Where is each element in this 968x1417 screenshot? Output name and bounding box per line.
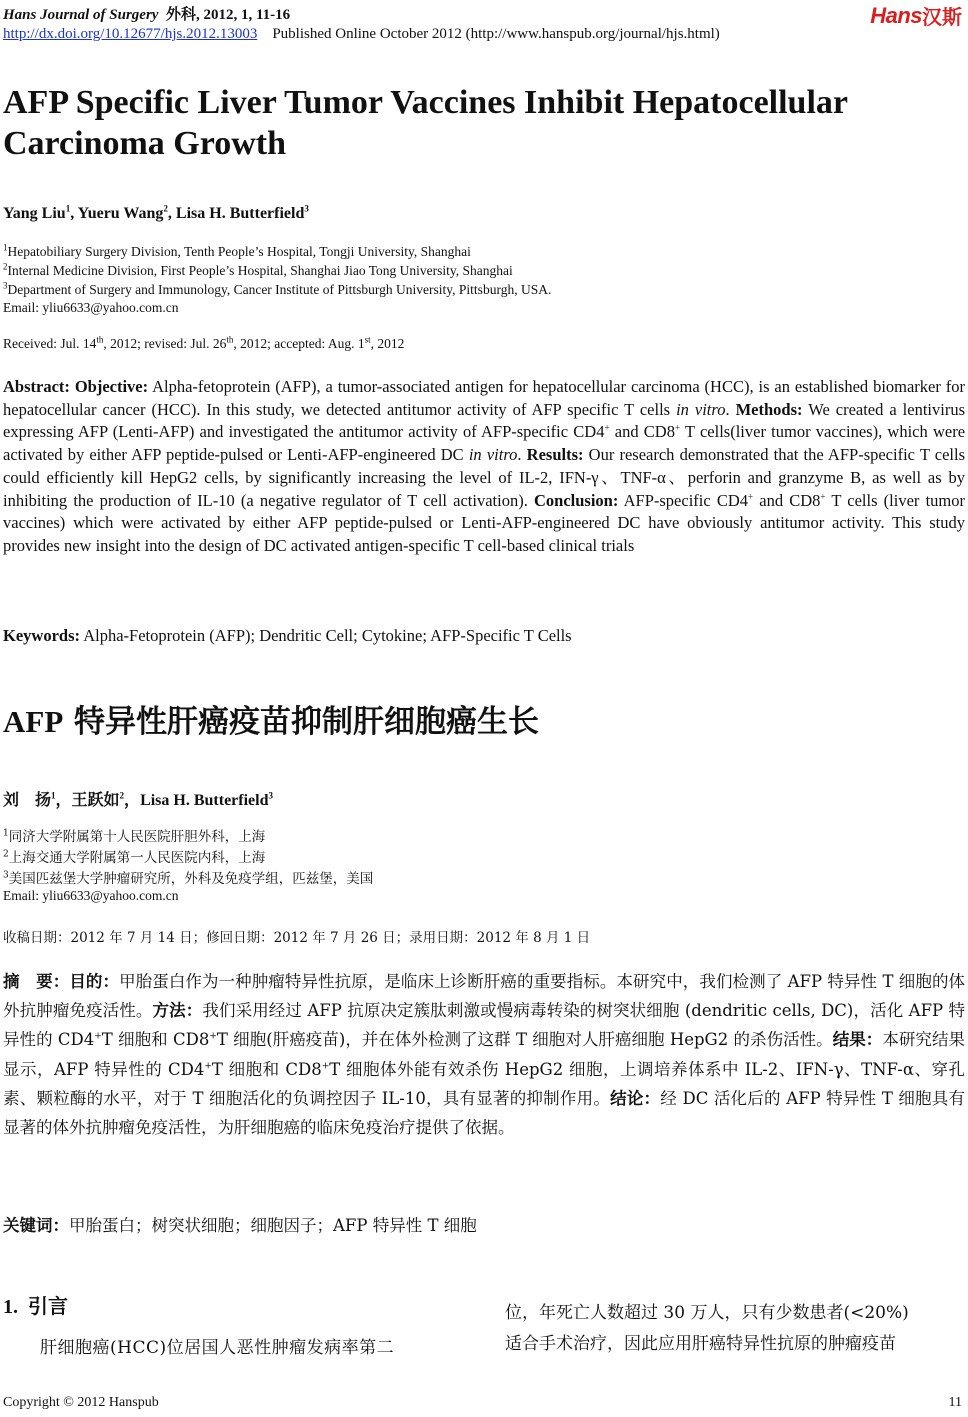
section-title: 引言: [28, 1294, 68, 1318]
logo-cn: 汉斯: [922, 5, 962, 29]
author-sup: 3: [304, 203, 309, 214]
ordinal-sup: th: [226, 334, 234, 345]
paper-title-cn: [3, 696, 539, 741]
received-dates-cn: 收稿日期：2012 年 7 月 14 日；修回日期：2012 年 7 月 26 日；录用日期：2012 年 8 月 1 日: [3, 930, 591, 946]
authors-en: [3, 205, 309, 223]
doi-line: [3, 26, 720, 43]
title-cn-prefix: AFP: [3, 704, 64, 739]
affil-text: Hepatobiliary Surgery Division, Tenth People’s Hospital, Tongji University, Shanghai: [7, 244, 471, 259]
journal-header: [3, 3, 290, 24]
author-sep: ，: [124, 790, 141, 809]
abstract-en: Abstract: Objective: Alpha-fetoprotein (AFP), a tumor-associated antigen for hepatocellular carcinoma (HCC), is an established biomarker for hepatocellular cancer (HCC). In this study, we detected antitumor activity of AFP specific T cells in vitro. Methods: We created a lentivirus expressing AFP (Lenti-AFP) and investigated the antitumor activity of AFP-specific CD4+ and CD8+ T cells(liver tumor vaccines), which were activated by either AFP peptide-pulsed or Lenti-AFP-engineered DC in vitro. Results: Our research demonstrated that the AFP-specific T cells could efficiently kill HepG2 cells, by significantly increasing the level of IL-2, IFN-γ、TNF-α、perforin and granzyme B, as well as by inhibiting the production of IL-10 (a negative regulator of T cell activation). Conclusion: AFP-specific CD4+ and CD8+ T cells (liver tumor vaccines) which were activated by either AFP peptide-pulsed or Lenti-AFP-engineered DC have obviously antitumor activity. This study provides new insight into the design of DC activated antigen-specific T cell-based clinical trials: [3, 377, 966, 555]
author-sep: ,: [70, 205, 78, 222]
affil-sup: 3: [3, 280, 8, 291]
methods-text: We created a lentivirus expressing AFP (Lenti-AFP) and investigated the antitumor activity of AFP-specific CD4: [3, 399, 965, 442]
author-sup: 3: [268, 790, 273, 801]
affil-sup: 2: [3, 261, 8, 272]
affil-text: 上海交通大学附属第一人民医院内科，上海: [8, 850, 266, 866]
conclusion-label: Conclusion:: [534, 490, 619, 510]
conclusion-cn-label: 结论：: [610, 1088, 661, 1108]
abstract-label: Abstract:: [3, 377, 70, 396]
results-cn-label: 结果：: [832, 1030, 883, 1050]
plus-sup: +: [94, 1031, 102, 1042]
accepted-label: , 2012; accepted: Aug. 1: [233, 336, 365, 351]
conclusion-text: and CD8: [753, 490, 821, 510]
affil-text: 美国匹兹堡大学肿瘤研究所，外科及免疫学组，匹兹堡，美国: [8, 871, 374, 887]
methods-text: and CD8: [609, 422, 675, 442]
results-label: Results:: [526, 445, 584, 465]
received-dates: [3, 336, 404, 352]
affil-sup: 1: [3, 828, 9, 839]
author-name: Yueru Wang: [77, 205, 164, 222]
methods-label: Methods:: [735, 399, 803, 419]
intro-left-column: 肝细胞癌(HCC)位居国人恶性肿瘤发病率第二: [40, 1338, 395, 1358]
section-number: 1.: [3, 1296, 18, 1318]
author-sup: 2: [119, 790, 125, 801]
email-en: Email: yliu6633@yahoo.com.cn: [3, 300, 179, 315]
authors-cn: [3, 787, 273, 810]
affiliation-cn-1: [3, 825, 265, 845]
affiliation-1: [3, 244, 471, 260]
published-info: Published Online October 2012 (http://www.hanspub.org/journal/hjs.html): [272, 26, 720, 42]
affil-sup: 2: [3, 849, 9, 860]
section-heading: [3, 1290, 68, 1319]
plus-sup: +: [674, 422, 681, 433]
objective-text: Alpha-fetoprotein (AFP), a tumor-associated antigen for hepatocellular carcinoma (HCC), is an established biomarker for hepatocellular cancer (HCC). In this study, we detected antitumor activity of AFP specific T cells: [3, 377, 966, 419]
revised-label: , 2012; revised: Jul. 26: [103, 336, 227, 351]
methods-text: T cells(liver tumor vaccines), which were activated by either AFP peptide-pulsed or Lenti-AFP-engineered DC: [3, 422, 966, 465]
in-vitro: in vitro: [676, 399, 726, 419]
abstract-cn-label: 摘 要：: [3, 972, 70, 991]
journal-cn-info: 外科, 2012, 1, 11-16: [165, 7, 291, 23]
author-sup: 2: [163, 203, 168, 214]
conclusion-cn-text: 经 DC 活化后的 AFP 特异性 T 细胞具有显著的体外抗肿瘤免疫活性，为肝细胞癌的临床免疫治疗提供了依据。: [3, 1088, 966, 1138]
author-name: Lisa H. Butterfield: [140, 792, 269, 809]
email-cn: Email: yliu6633@yahoo.com.cn: [3, 888, 179, 903]
keywords-text: Alpha-Fetoprotein (AFP); Dendritic Cell; Cytokine; AFP-Specific T Cells: [80, 626, 572, 645]
results-cn-text: 本研究结果显示，AFP 特异性的 CD4: [3, 1030, 965, 1079]
affiliation-cn-2: [3, 846, 265, 866]
plus-sup: +: [204, 1061, 212, 1072]
keywords-cn-label: 关键词：: [3, 1216, 69, 1235]
results-text: Our research demonstrated that the AFP-specific T cells could efficiently kill HepG2 cells, by significantly increasing the level of IL-2, IFN-γ、TNF-α、perforin and granzyme B, as well as by inhibiting the production of IL-10 (a negative regulator of T cell activation).: [3, 445, 966, 510]
author-name: Lisa H. Butterfield: [175, 205, 305, 222]
conclusion-text: T cells (liver tumor vaccines) which were activated by either AFP peptide-pulsed or Lenti-AFP-engineered DC have obviously antitumor activity. This study provides new insight into the design of DC activated antigen-specific T cell-based clinical trials: [3, 490, 965, 555]
objective-label: Objective:: [74, 377, 149, 396]
hans-logo: [870, 1, 962, 30]
logo-text: Hans: [870, 2, 922, 28]
plus-sup: +: [748, 491, 754, 502]
plus-sup: +: [321, 1061, 330, 1072]
results-cn-text: T 细胞体外能有效杀伤 HepG2 细胞，上调培养体系中 IL-2、IFN-γ、TNF-α、穿孔素、颗粒酶的水平，对于 T 细胞活化的负调控因子 IL-10，具有显著的抑制作用。: [3, 1059, 965, 1108]
intro-right-line-1: 位，年死亡人数超过 30 万人，只有少数患者(<20%): [505, 1303, 909, 1323]
author-sup: 1: [51, 790, 56, 801]
objective-cn-text: 甲胎蛋白作为一种肿瘤特异性抗原，是临床上诊断肝癌的重要指标。本研究中，我们检测了 AFP 特异性 T 细胞的体外抗肿瘤免疫活性。: [3, 972, 966, 1021]
intro-right-line-2: 适合手术治疗，因此应用肝癌特异性抗原的肿瘤疫苗: [505, 1334, 896, 1354]
affiliation-2: [3, 263, 513, 279]
plus-sup: +: [820, 491, 826, 502]
methods-cn-label: 方法：: [152, 1001, 203, 1021]
results-cn-text: T 细胞和 CD8: [211, 1059, 322, 1079]
affil-text: Department of Surgery and Immunology, Cancer Institute of Pittsburgh University, Pittsburgh, USA.: [7, 282, 552, 297]
author-name: 王跃如: [71, 790, 120, 809]
affil-sup: 1: [3, 242, 8, 253]
conclusion-text: AFP-specific CD4: [618, 490, 749, 510]
doi-link[interactable]: http://dx.doi.org/10.12677/hjs.2012.13003: [3, 26, 258, 42]
received-label: Received: Jul. 14: [3, 336, 97, 351]
author-sup: 1: [65, 203, 71, 214]
plus-sup: +: [209, 1031, 217, 1042]
keywords-cn-text: 甲胎蛋白；树突状细胞；细胞因子；AFP 特异性 T 细胞: [69, 1216, 477, 1235]
footer-page-number: 11: [948, 1395, 962, 1410]
intro-right-column: [505, 1298, 965, 1360]
ordinal-sup: st: [364, 334, 371, 345]
paper-title-en: AFP Specific Liver Tumor Vaccines Inhibit Hepatocellular Carcinoma Growth: [3, 84, 848, 162]
author-sep: ，: [55, 790, 72, 809]
footer-copyright: Copyright © 2012 Hanspub: [3, 1395, 159, 1410]
affil-sup: 3: [3, 870, 9, 881]
affiliation-cn-3: [3, 867, 373, 887]
title-cn-text: 特异性肝癌疫苗抑制肝细胞癌生长: [63, 704, 540, 740]
author-name: Yang Liu: [3, 205, 66, 222]
affil-text: 同济大学附属第十人民医院肝胆外科，上海: [8, 829, 266, 845]
year-text: , 2012: [370, 336, 405, 351]
methods-cn-text: T 细胞和 CD8: [101, 1030, 210, 1050]
ordinal-sup: th: [96, 334, 104, 345]
journal-name: Hans Journal of Surgery: [3, 7, 159, 23]
objective-cn-label: 目的：: [69, 972, 120, 991]
keywords-cn: [3, 1212, 477, 1236]
methods-cn-text: 我们采用经过 AFP 抗原决定簇肽刺激或慢病毒转染的树突状细胞 (dendritic cells, DC)，活化 AFP 特异性的 CD4: [3, 1001, 966, 1050]
affil-text: Internal Medicine Division, First People’s Hospital, Shanghai Jiao Tong University, Shanghai: [7, 263, 513, 278]
author-sep: ,: [167, 205, 176, 222]
keywords-label: Keywords:: [3, 626, 80, 645]
methods-cn-text: T 细胞(肝癌疫苗)，并在体外检测了这群 T 细胞对人肝癌细胞 HepG2 的杀伤活性。: [216, 1030, 833, 1050]
in-vitro: in vitro: [468, 445, 518, 465]
keywords-en: [3, 626, 572, 646]
abstract-cn: [3, 967, 965, 1142]
plus-sup: +: [604, 422, 610, 433]
affiliation-3: [3, 282, 551, 298]
author-name: 刘 扬: [3, 790, 52, 809]
